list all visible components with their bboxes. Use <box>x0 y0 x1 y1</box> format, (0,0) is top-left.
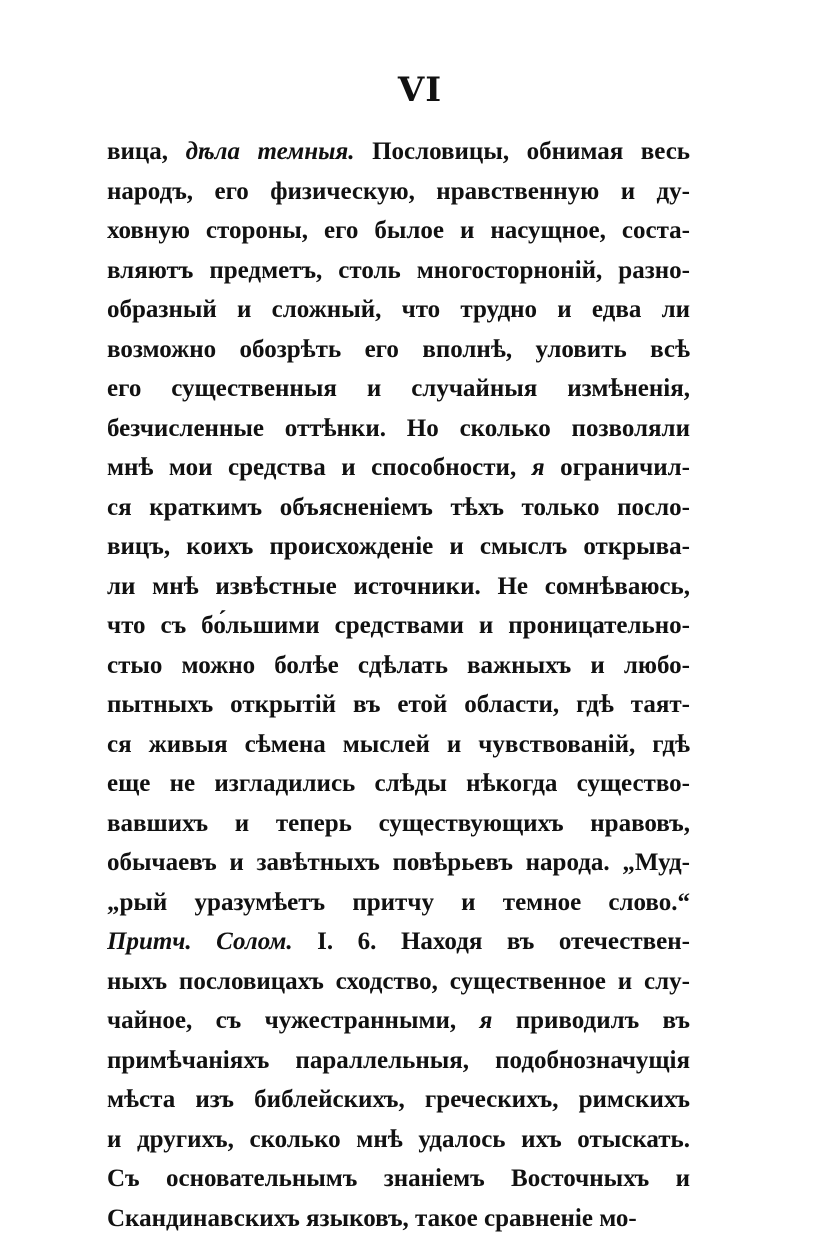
italic-text: я <box>480 1007 493 1034</box>
text-segment: вицъ, коихъ происхожденіе и смыслъ открыва- <box>107 533 690 560</box>
text-segment: мѣста изъ библейскихъ, греческихъ, римскихъ <box>107 1086 690 1113</box>
text-segment: вляютъ предметъ, столь многосторноній, разно- <box>107 257 690 284</box>
text-segment: образный и сложный, что трудно и едва ли <box>107 296 690 323</box>
text-segment: пытныхъ открытій въ етой области, гдѣ таят- <box>107 691 690 718</box>
text-segment: его существенныя и случайныя измѣненія, <box>107 375 690 402</box>
text-segment: ныхъ пословицахъ сходство, существенное и слу- <box>107 968 690 995</box>
text-line <box>107 843 690 883</box>
page-number: VI <box>0 70 840 110</box>
text-line <box>107 883 690 923</box>
text-segment: приводилъ въ <box>492 1007 690 1034</box>
text-segment: мнѣ мои средства и способности, <box>107 454 532 481</box>
text-line <box>107 132 690 172</box>
text-segment: ся краткимъ объясненіемъ тѣхъ только посло- <box>107 494 690 521</box>
text-line <box>107 764 690 804</box>
text-line <box>107 448 690 488</box>
text-segment: Скандинавскихъ языковъ, такое сравненіе мо- <box>107 1205 637 1232</box>
text-segment: примѣчаніяхъ параллельныя, подобнозначущія <box>107 1047 690 1074</box>
text-line <box>107 685 690 725</box>
text-line <box>107 527 690 567</box>
text-segment: чайное, съ чужестранными, <box>107 1007 480 1034</box>
text-line <box>107 1001 690 1041</box>
text-segment: ся живыя сѣмена мыслей и чувствованій, гдѣ <box>107 731 690 758</box>
text-segment: I. 6. Находя въ отечествен- <box>293 928 690 955</box>
text-segment: ли мнѣ извѣстные источники. Не сомнѣваюсь, <box>107 573 690 600</box>
text-line <box>107 488 690 528</box>
text-line <box>107 330 690 370</box>
text-segment: вица, <box>107 138 186 165</box>
text-segment: ограничил- <box>545 454 690 481</box>
text-line <box>107 1120 690 1160</box>
italic-text: дѣла темныя. <box>186 138 355 165</box>
text-line <box>107 409 690 449</box>
text-segment: вавшихъ и теперь существующихъ нравовъ, <box>107 810 690 837</box>
text-line <box>107 646 690 686</box>
text-line <box>107 804 690 844</box>
text-line <box>107 369 690 409</box>
body-text <box>107 132 690 1238</box>
text-segment: что съ бо́льшими средствами и проницательно- <box>107 612 690 639</box>
text-line <box>107 1199 690 1238</box>
italic-text: я <box>532 454 545 481</box>
text-segment: Съ основательнымъ знаніемъ Восточныхъ и <box>107 1165 690 1192</box>
text-segment: Пословицы, обнимая весь <box>355 138 690 165</box>
text-segment: ховную стороны, его былое и насущное, соста- <box>107 217 690 244</box>
text-line <box>107 251 690 291</box>
text-line <box>107 1159 690 1199</box>
text-line <box>107 290 690 330</box>
text-line <box>107 962 690 1002</box>
text-segment: народъ, его физическую, нравственную и ду- <box>107 178 690 205</box>
text-line <box>107 1080 690 1120</box>
text-segment: возможно обозрѣть его вполнѣ, уловить всѣ <box>107 336 690 363</box>
text-segment: „рый уразумѣетъ притчу и темное слово.“ <box>107 889 690 916</box>
text-line <box>107 922 690 962</box>
text-segment: еще не изгладились слѣды нѣкогда существо- <box>107 770 690 797</box>
text-segment: безчисленные оттѣнки. Но сколько позволяли <box>107 415 690 442</box>
text-segment: стыо можно болѣе сдѣлать важныхъ и любо- <box>107 652 690 679</box>
text-line <box>107 606 690 646</box>
text-line <box>107 725 690 765</box>
text-line <box>107 567 690 607</box>
text-line <box>107 1041 690 1081</box>
italic-text: Притч. Солом. <box>107 928 293 955</box>
text-segment: обычаевъ и завѣтныхъ повѣрьевъ народа. „Муд- <box>107 849 690 876</box>
text-segment: и другихъ, сколько мнѣ удалось ихъ отыскать. <box>107 1126 690 1153</box>
text-line <box>107 172 690 212</box>
text-line <box>107 211 690 251</box>
